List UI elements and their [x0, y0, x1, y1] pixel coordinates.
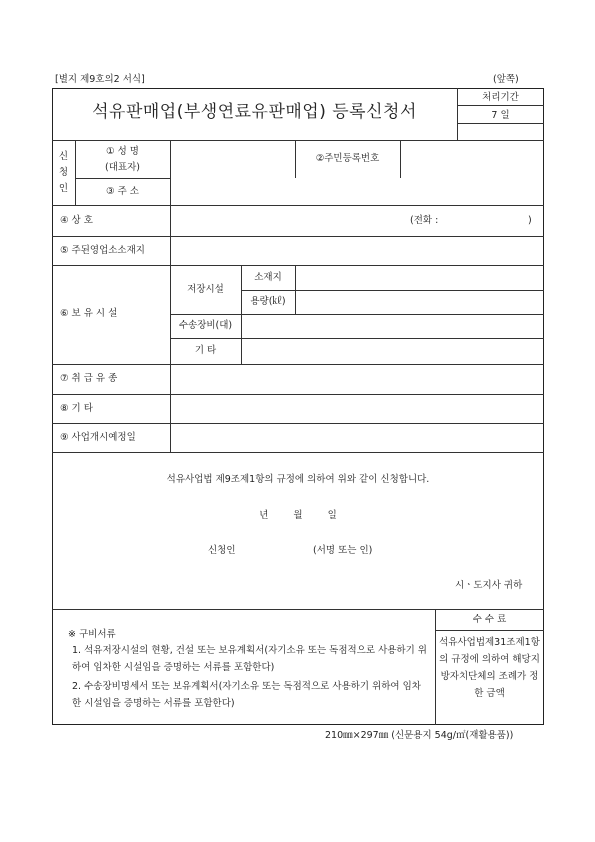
resident-number-field[interactable]	[402, 145, 540, 175]
transport-label: 수송장비(대)	[178, 320, 233, 331]
phone-field[interactable]	[460, 211, 520, 231]
capacity-field[interactable]	[297, 292, 540, 312]
start-date-field[interactable]	[172, 427, 540, 449]
title-divider	[52, 140, 544, 141]
processing-period-value: 7 일	[491, 110, 510, 121]
page-side-label: (앞쪽)	[493, 74, 519, 85]
fee-text: 석유사업법제31조제1항의 규정에 의하여 해당지방자치단체의 조례가 정한 금액	[439, 637, 540, 699]
applicant-sign-label: 신청인	[208, 545, 236, 556]
main-office-field[interactable]	[172, 240, 540, 262]
facilities-label: ⑥ 보 유 시 설	[60, 308, 118, 319]
trade-name-field[interactable]	[172, 211, 402, 231]
resident-number-label: ②주민등록번호	[315, 153, 380, 164]
declaration-statement: 석유사업법 제9조제1항의 규정에 의하여 위와 같이 신청합니다.	[166, 474, 430, 485]
name-sub-label: (대표자)	[105, 162, 140, 173]
other-label: ⑧ 기 타	[60, 403, 93, 414]
oil-types-field[interactable]	[172, 368, 540, 390]
form-title: 석유판매업(부생연료유판매업) 등록신청서	[92, 102, 417, 122]
signature-label: (서명 또는 인)	[313, 545, 373, 556]
start-date-label: ⑨ 사업개시예정일	[60, 432, 136, 443]
main-office-label: ⑤ 주된영업소소재지	[60, 245, 145, 256]
applicant-group-label-1: 신	[58, 151, 69, 162]
name-field[interactable]	[172, 145, 292, 175]
other-field[interactable]	[172, 398, 540, 420]
fee-label: 수 수 료	[472, 614, 507, 625]
facilities-etc-label: 기 타	[194, 345, 217, 356]
phone-close: )	[528, 215, 532, 226]
address-field[interactable]	[172, 182, 540, 202]
location-field[interactable]	[297, 268, 540, 288]
declaration-date: 년 월 일	[259, 510, 337, 521]
paper-spec: 210㎜×297㎜ (신문용지 54g/㎡(재활용품))	[325, 730, 514, 741]
processing-period-label: 처리기간	[482, 92, 519, 103]
document-item-1: 1. 석유저장시설의 현황, 건설 또는 보유계획서(자기소유 또는 독점적으로 사용하기 위하여 임차한 시설임을 증명하는 서류를 포함한다)	[72, 645, 427, 673]
applicant-group-label-3: 인	[58, 183, 69, 194]
phone-label: (전화 :	[410, 215, 439, 226]
document-item-2: 2. 수송장비명세서 또는 보유계획서(자기소유 또는 독점적으로 사용하기 위하여 임차한 시설임을 증명하는 서류를 포함한다)	[72, 681, 421, 709]
capacity-label: 용량(㎘)	[250, 296, 286, 307]
transport-field[interactable]	[243, 316, 540, 336]
address-label: ③ 주 소	[106, 186, 139, 197]
facilities-etc-field[interactable]	[243, 341, 540, 361]
storage-label: 저장시설	[187, 284, 224, 295]
form-reference: [별지 제9호의2 서식]	[55, 74, 145, 85]
trade-name-label: ④ 상 호	[60, 215, 93, 226]
documents-heading: ※ 구비서류	[68, 629, 116, 640]
location-label: 소재지	[254, 272, 282, 283]
oil-types-label: ⑦ 취 급 유 종	[60, 373, 118, 384]
applicant-group-label-2: 청	[58, 167, 69, 178]
recipient: 시ㆍ도지사 귀하	[455, 580, 523, 591]
name-label: ① 성 명	[106, 146, 139, 157]
